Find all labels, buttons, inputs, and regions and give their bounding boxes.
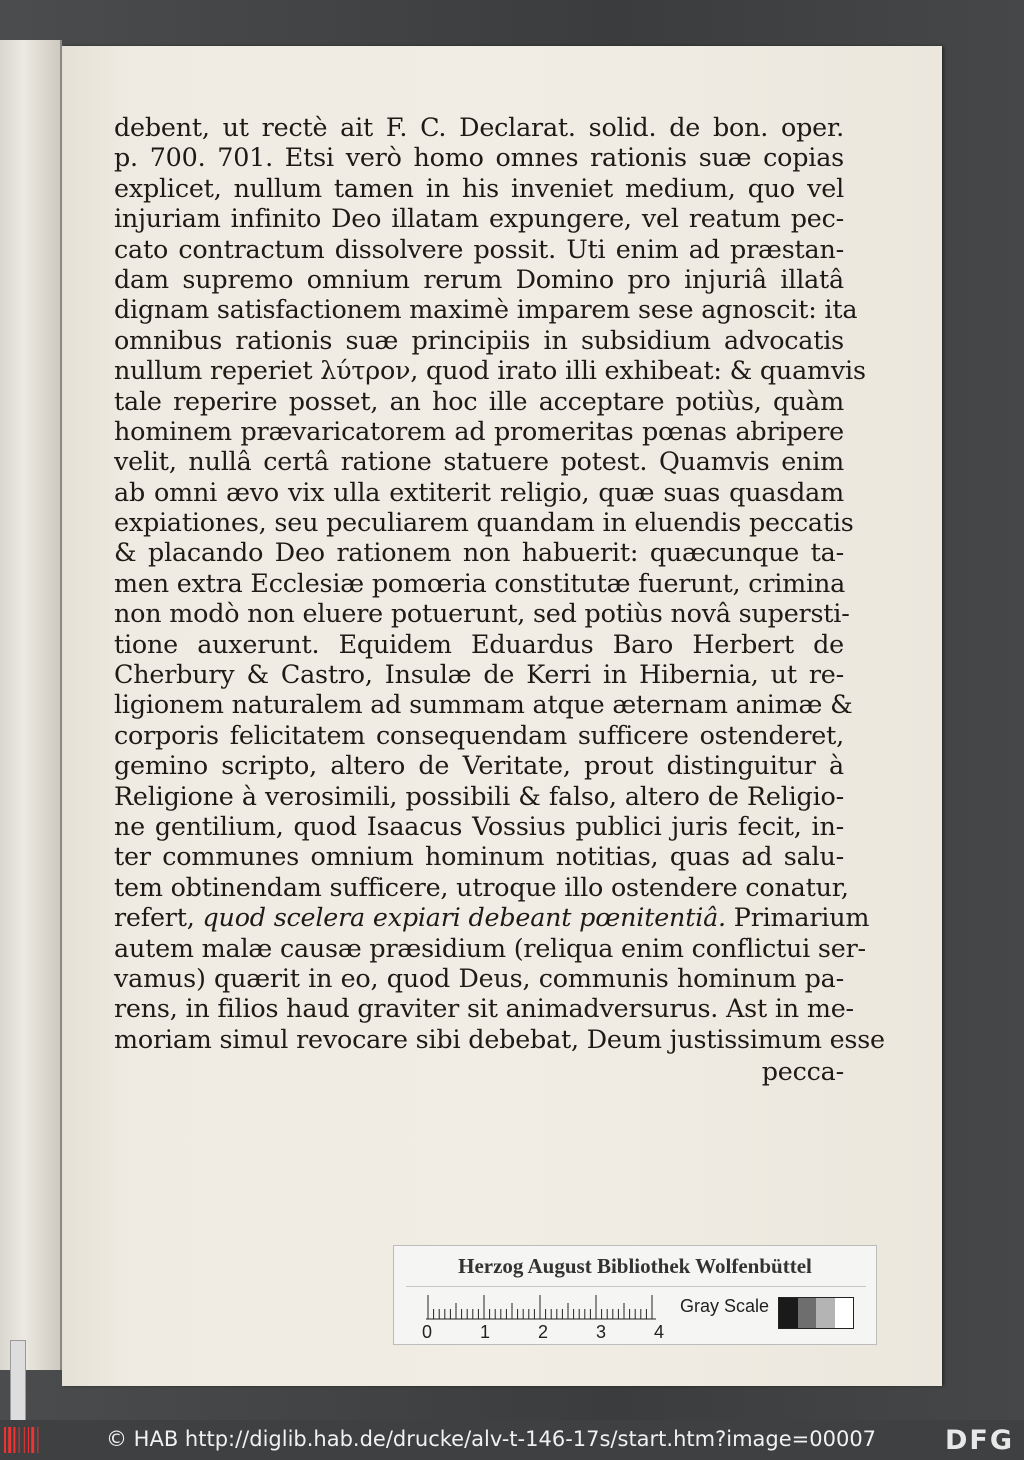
dfg-logo: DFG <box>944 1425 1014 1456</box>
left-page-edge <box>0 40 62 1370</box>
text-line: vamus) quærit in eo, quod Deus, communis hominum pa- <box>114 962 844 993</box>
barcode-bar <box>31 1427 34 1453</box>
gray-scale-label: Gray Scale <box>680 1296 770 1316</box>
book-page <box>62 46 942 1386</box>
ruler <box>426 1294 656 1320</box>
gray-swatch <box>779 1298 798 1328</box>
text-line: tione auxerunt. Equidem Eduardus Baro Herbert de <box>114 628 844 659</box>
ruler-labels <box>422 1322 672 1342</box>
text-line: moriam simul revocare sibi debebat, Deum justissimum esse <box>114 1023 885 1054</box>
text-line: Religione à verosimili, possibili & falso, altero de Religio- <box>114 780 844 811</box>
refert-italic: quod scelera expiari debeant pœnitentiâ. <box>202 902 726 933</box>
text-line: nullum reperiet λύτρον, quod irato illi exhibeat: & quamvis <box>114 355 866 386</box>
text-line: velit, nullâ certâ ratione statuere potest. Quamvis enim <box>114 446 844 477</box>
barcode-bar <box>8 1427 11 1453</box>
ruler-number: 0 <box>422 1322 433 1342</box>
barcode-icon <box>4 1427 48 1453</box>
ruler-number: 4 <box>654 1322 665 1342</box>
text-line: gemino scripto, altero de Veritate, prout distinguitur à <box>114 750 844 781</box>
gray-swatch <box>835 1298 854 1328</box>
text-line: Cherbury & Castro, Insulæ de Kerri in Hibernia, ut re- <box>114 659 844 690</box>
text-line: cato contractum dissolvere possit. Uti enim ad præstan- <box>114 233 844 264</box>
gray-swatch <box>798 1298 817 1328</box>
card-title: Herzog August Bibliothek Wolfenbüttel <box>458 1254 812 1278</box>
barcode-bar <box>19 1427 20 1453</box>
gray-swatch <box>816 1298 835 1328</box>
text-line: men extra Ecclesiæ pomœria constitutæ fuerunt, crimina <box>114 567 846 598</box>
text-line: autem malæ causæ præsidium (reliqua enim conflictui ser- <box>114 932 866 963</box>
text-line: dam supremo omnium rerum Domino pro injuriâ illatâ <box>114 263 844 294</box>
text-line: ab omni ævo vix ulla extiterit religio, quæ suas quasdam <box>114 476 844 507</box>
barcode-bar <box>24 1427 25 1453</box>
barcode-bar <box>37 1427 38 1453</box>
card-divider <box>406 1286 866 1287</box>
ruler-number: 3 <box>596 1322 607 1342</box>
text-line: & placando Deo rationem non habuerit: quæcunque ta- <box>114 537 844 568</box>
text-line: p. 700. 701. Etsi verò homo omnes rationis suæ copias <box>114 142 844 173</box>
text-line: non modò non eluere potuerunt, sed potiùs novâ supersti- <box>114 598 850 629</box>
refert-suffix: Primarium <box>725 902 870 933</box>
barcode-bar <box>13 1427 15 1453</box>
text-line: ter communes omnium hominum notitias, quas ad salu- <box>114 841 844 872</box>
text-line: ne gentilium, quod Isaacus Vossius publici juris fecit, in- <box>114 810 844 841</box>
text-line-refert <box>114 902 870 933</box>
calibration-card <box>393 1245 877 1345</box>
ruler-number: 2 <box>538 1322 549 1342</box>
gray-scale-swatches <box>778 1297 854 1329</box>
text-line: explicet, nullum tamen in his inveniet medium, quo vel <box>114 172 844 203</box>
text-line: dignam satisfactionem maximè imparem sese agnoscit: ita <box>114 294 858 325</box>
viewer-footer <box>0 1420 1024 1460</box>
text-line: injuriam infinito Deo illatam expungere, vel reatum pec- <box>114 203 844 234</box>
text-line: hominem prævaricatorem ad promeritas pœnas abripere <box>114 415 844 446</box>
text-line: expiationes, seu peculiarem quandam in eluendis peccatis <box>114 507 854 538</box>
text-line: corporis felicitatem consequendam sufficere ostenderet, <box>114 719 844 750</box>
copyright-url[interactable]: © HAB http://diglib.hab.de/drucke/alv-t-146-17s/start.htm?image=00007 <box>106 1427 877 1451</box>
page-text <box>114 112 885 1087</box>
text-line: debent, ut rectè ait F. C. Declarat. solid. de bon. oper. <box>114 112 844 142</box>
catchword: pecca- <box>761 1056 844 1087</box>
text-line: rens, in filios haud graviter sit animadversurus. Ast in me- <box>114 993 854 1024</box>
text-line: tem obtinendam sufficere, utroque illo ostendere conatur, <box>114 871 849 902</box>
spine-label <box>10 1340 26 1422</box>
refert-prefix: refert, <box>114 902 203 933</box>
text-line: ligionem naturalem ad summam atque æternam animæ & <box>114 689 853 720</box>
text-line: omnibus rationis suæ principiis in subsidium advocatis <box>114 324 844 355</box>
barcode-bar <box>4 1427 6 1453</box>
ruler-number: 1 <box>480 1322 491 1342</box>
barcode-bar <box>28 1427 29 1453</box>
text-line: tale reperire posset, an hoc ille acceptare potiùs, quàm <box>114 385 844 416</box>
